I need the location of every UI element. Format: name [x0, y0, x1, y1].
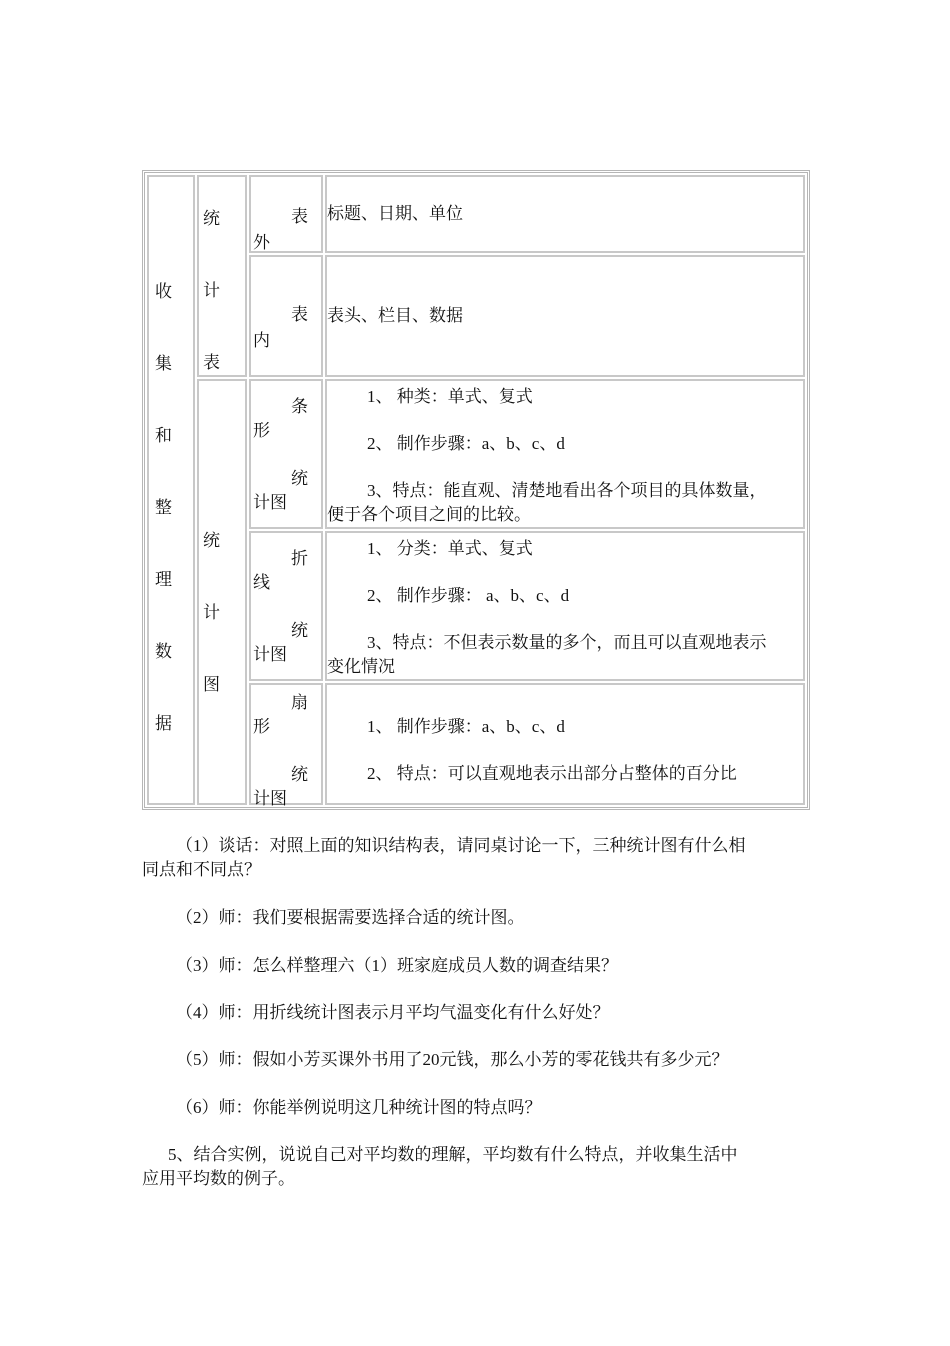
sub-label-d: 计图: [253, 493, 287, 512]
desc-line: 便于各个项目之间的比较。: [327, 505, 531, 524]
knowledge-structure-table: [142, 170, 810, 810]
paragraph-line: 5、结合实例，说说自己对平均数的理解，平均数有什么特点，并收集生活中: [168, 1145, 738, 1164]
main-label-char: 数: [155, 642, 172, 661]
desc-pie-chart: [325, 683, 805, 805]
paragraph-5: [142, 1048, 810, 1072]
paragraph-line: （3）师：怎么样整理六（1）班家庭成员人数的调查结果？: [176, 956, 618, 975]
sub-label-b: 外: [253, 233, 270, 252]
paragraph-line: （5）师：假如小芳买课外书用了20元钱，那么小芳的零花钱共有多少元？: [176, 1050, 729, 1069]
main-label-cell: [147, 175, 195, 805]
desc-line: 3、特点：不但表示数量的多个，而且可以直观地表示: [367, 633, 767, 652]
main-label-char: 理: [155, 570, 172, 589]
table-label-char: 统: [203, 209, 220, 228]
desc-line: 变化情况: [327, 657, 395, 676]
paragraph-3: [142, 954, 810, 978]
desc-line-chart: [325, 531, 805, 681]
paragraph-line: 同点和不同点？: [142, 860, 261, 879]
main-label-char: 收: [155, 282, 172, 301]
desc-line: 1、 制作步骤：a、b、c、d: [367, 717, 565, 736]
chart-label-cell: [197, 379, 247, 805]
main-label-char: 据: [155, 714, 172, 733]
desc-biaonei: [325, 255, 805, 377]
desc-line: 2、 制作步骤：a、b、c、d: [367, 434, 565, 453]
paragraph-2: [142, 906, 810, 930]
table-label-cell: [197, 175, 247, 377]
paragraph-average: [142, 1143, 810, 1191]
chart-label-char: 图: [203, 675, 220, 694]
table-label-char: 计: [203, 281, 220, 300]
sub-label-c: 统: [291, 765, 308, 784]
main-label-char: 和: [155, 426, 172, 445]
sub-label-b: 内: [253, 331, 270, 351]
sub-label-a: 表: [291, 305, 308, 325]
sub-label-pie-chart: [249, 683, 323, 808]
sub-label-bar-chart: [249, 379, 323, 529]
desc-line: 标题、日期、单位: [327, 204, 463, 224]
sub-label-biaowai: [249, 175, 323, 253]
paragraph-line: （4）师：用折线统计图表示月平均气温变化有什么好处？: [176, 1003, 610, 1022]
chart-label-char: 统: [203, 531, 220, 550]
desc-line: 1、 种类：单式、复式: [367, 387, 533, 406]
table-label-char: 表: [203, 353, 220, 372]
sub-label-a: 折: [291, 549, 308, 568]
sub-label-c: 统: [291, 469, 308, 488]
chart-label-char: 计: [203, 603, 220, 622]
paragraph-4: [142, 1001, 810, 1025]
sub-label-a: 条: [291, 397, 308, 416]
desc-line: 2、 制作步骤： a、b、c、d: [367, 586, 570, 605]
sub-label-b: 形: [253, 421, 270, 440]
paragraph-6: [142, 1096, 810, 1120]
desc-line: 1、 分类：单式、复式: [367, 539, 533, 558]
main-label-char: 集: [155, 354, 172, 373]
sub-label-d: 计图: [253, 645, 287, 664]
sub-label-a: 扇: [291, 693, 308, 712]
paragraph-line: （1）谈话：对照上面的知识结构表，请同桌讨论一下，三种统计图有什么相: [176, 836, 746, 855]
desc-bar-chart: [325, 379, 805, 529]
sub-label-c: 统: [291, 621, 308, 640]
paragraph-line: （2）师：我们要根据需要选择合适的统计图。: [176, 908, 525, 927]
desc-line: 表头、栏目、数据: [327, 306, 463, 326]
sub-label-b: 形: [253, 717, 270, 736]
sub-label-a: 表: [291, 207, 308, 226]
desc-line: 3、特点：能直观、清楚地看出各个项目的具体数量，: [367, 481, 767, 500]
paragraph-line: 应用平均数的例子。: [142, 1169, 295, 1188]
paragraph-discussion: [142, 834, 810, 882]
sub-label-line-chart: [249, 531, 323, 681]
main-label-char: 整: [155, 498, 172, 517]
sub-label-d: 计图: [253, 789, 287, 808]
desc-line: 2、 特点：可以直观地表示出部分占整体的百分比: [367, 764, 737, 783]
sub-label-biaonei: [249, 255, 323, 377]
sub-label-b: 线: [253, 573, 270, 592]
paragraph-line: （6）师：你能举例说明这几种统计图的特点吗？: [176, 1098, 542, 1117]
desc-biaowai: [325, 175, 805, 253]
